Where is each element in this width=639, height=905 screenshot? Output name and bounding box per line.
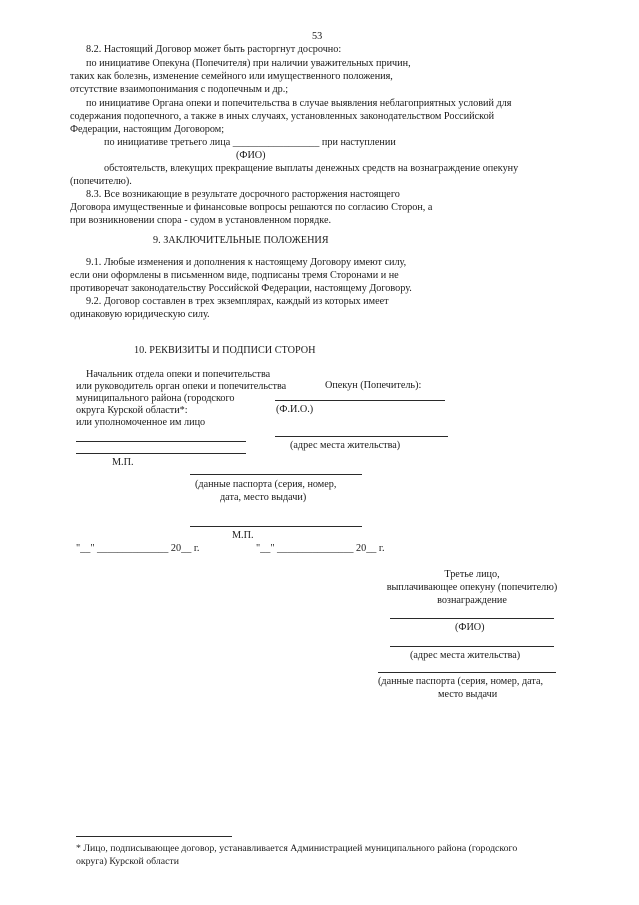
footnote-text: округа) Курской области <box>76 856 179 867</box>
third-party-fio-caption: (ФИО) <box>455 622 485 633</box>
authority-signature-line <box>76 441 246 442</box>
third-party-fio-line <box>390 618 554 619</box>
third-party-title: выплачивающее опекуну (попечителю) <box>386 582 558 593</box>
clause-8-2-item-3-cont: обстоятельств, влекущих прекращение выплаты денежных средств на вознаграждение опекуну <box>104 163 519 174</box>
third-party-passport-line <box>378 672 556 673</box>
guardian-address-line <box>275 436 448 437</box>
third-party-title: Третье лицо, <box>444 569 500 580</box>
authority-title: или уполномоченное им лицо <box>76 417 206 428</box>
clause-8-2-item-2-cont: содержания подопечного, а также в иных случаях, установленных законодательством Российской <box>70 111 495 122</box>
third-party-title: вознаграждение <box>437 595 507 606</box>
clause-8-2-item-1-cont: таких как болезнь, изменение семейного или имущественного положения, <box>70 71 393 82</box>
guardian-address-caption: (адрес места жительства) <box>290 440 401 451</box>
clause-8-2-item-2: по инициативе Органа опеки и попечительства в случае выявления неблагоприятных условий для <box>86 98 512 109</box>
section-10-heading: 10. РЕКВИЗИТЫ И ПОДПИСИ СТОРОН <box>134 345 316 356</box>
clause-8-2-item-2-cont: Федерации, настоящим Договором; <box>70 124 225 135</box>
clause-8-2: 8.2. Настоящий Договор может быть расторгнут досрочно: <box>86 44 342 55</box>
clause-9-1-cont: если они оформлены в письменном виде, подписаны тремя Сторонами и не <box>70 270 399 281</box>
authority-title: Начальник отдела опеки и попечительства <box>86 369 271 380</box>
passport-caption: дата, место выдачи) <box>220 492 307 503</box>
passport-line <box>190 526 362 527</box>
clause-9-1-cont: противоречат законодательству Российской Федерации, настоящему Договору. <box>70 283 412 294</box>
authority-signature-line <box>76 453 246 454</box>
footnote-separator <box>76 836 232 837</box>
authority-title: округа Курской области*: <box>76 405 188 416</box>
date-field: "__" _______________ 20__ г. <box>256 543 385 554</box>
clause-8-2-item-1-cont: отсутствие взаимопонимания с подопечным и др.; <box>70 84 289 95</box>
seal-mark: М.П. <box>232 530 254 541</box>
authority-seal-mark: М.П. <box>112 457 134 468</box>
page-number: 53 <box>312 31 323 42</box>
third-party-address-line <box>390 646 554 647</box>
date-field: "__" ______________ 20__ г. <box>76 543 200 554</box>
clause-8-2-item-3-cont: (попечителю). <box>70 176 132 187</box>
clause-8-3-cont: при возникновении спора - судом в установленном порядке. <box>70 215 332 226</box>
third-party-passport-caption: (данные паспорта (серия, номер, дата, <box>378 676 544 687</box>
footnote-text: * Лицо, подписывающее договор, устанавливается Администрацией муниципального района (городского <box>76 843 518 854</box>
fio-caption: (ФИО) <box>236 150 266 161</box>
clause-9-2: 9.2. Договор составлен в трех экземплярах, каждый из которых имеет <box>86 296 389 307</box>
third-party-address-caption: (адрес места жительства) <box>410 650 521 661</box>
authority-title: или руководитель орган опеки и попечительства <box>76 381 287 392</box>
clause-8-2-item-1: по инициативе Опекуна (Попечителя) при наличии уважительных причин, <box>86 58 411 69</box>
clause-8-3: 8.3. Все возникающие в результате досрочного расторжения настоящего <box>86 189 400 200</box>
passport-line <box>190 474 362 475</box>
section-9-heading: 9. ЗАКЛЮЧИТЕЛЬНЫЕ ПОЛОЖЕНИЯ <box>153 235 329 246</box>
clause-9-1: 9.1. Любые изменения и дополнения к настоящему Договору имеют силу, <box>86 257 407 268</box>
third-party-passport-caption: место выдачи <box>438 689 498 700</box>
clause-8-2-item-3: по инициативе третьего лица _________________ при наступлении <box>104 137 396 148</box>
authority-title: муниципального района (городского <box>76 393 235 404</box>
clause-8-3-cont: Договора имущественные и финансовые вопросы решаются по согласию Сторон, а <box>70 202 433 213</box>
guardian-title: Опекун (Попечитель): <box>325 380 422 391</box>
passport-caption: (данные паспорта (серия, номер, <box>195 479 337 490</box>
guardian-signature-line <box>275 400 445 401</box>
clause-9-2-cont: одинаковую юридическую силу. <box>70 309 210 320</box>
guardian-fio-caption: (Ф.И.О.) <box>276 404 314 415</box>
